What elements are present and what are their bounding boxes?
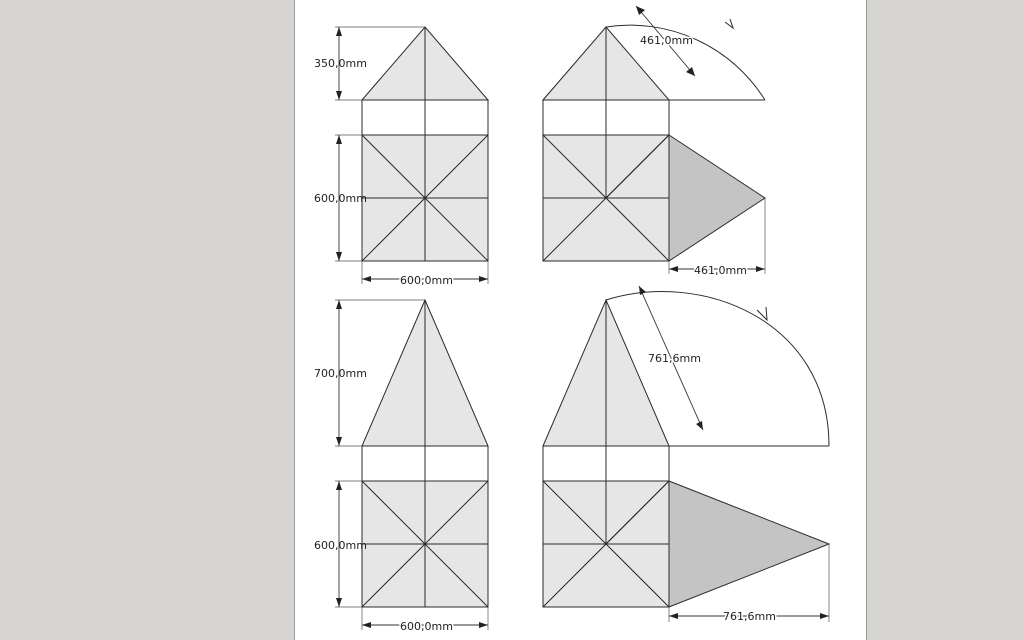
view2-developed-label: 461,0mm	[694, 264, 747, 277]
technical-drawing	[295, 0, 866, 640]
view1-width-label: 600,0mm	[400, 274, 453, 287]
view-3-front-elevation	[314, 300, 488, 633]
drawing-sheet	[294, 0, 867, 640]
view1-roof-height-label: 350,0mm	[314, 57, 367, 70]
view1-body-height-label: 600,0mm	[314, 192, 367, 205]
view3-width-label: 600,0mm	[400, 620, 453, 633]
view3-body-height-label: 600,0mm	[314, 539, 367, 552]
view4-developed-label: 761,6mm	[723, 610, 776, 623]
view-4-development	[543, 286, 829, 623]
view-1-front-elevation	[314, 27, 488, 287]
view4-developed-face	[669, 481, 829, 607]
view3-roof-height-label: 700,0mm	[314, 367, 367, 380]
view4-slant-label: 761,6mm	[648, 352, 701, 365]
view-2-development	[543, 6, 765, 277]
view2-developed-face	[669, 135, 765, 261]
view2-slant-label: 461,0mm	[640, 34, 693, 47]
